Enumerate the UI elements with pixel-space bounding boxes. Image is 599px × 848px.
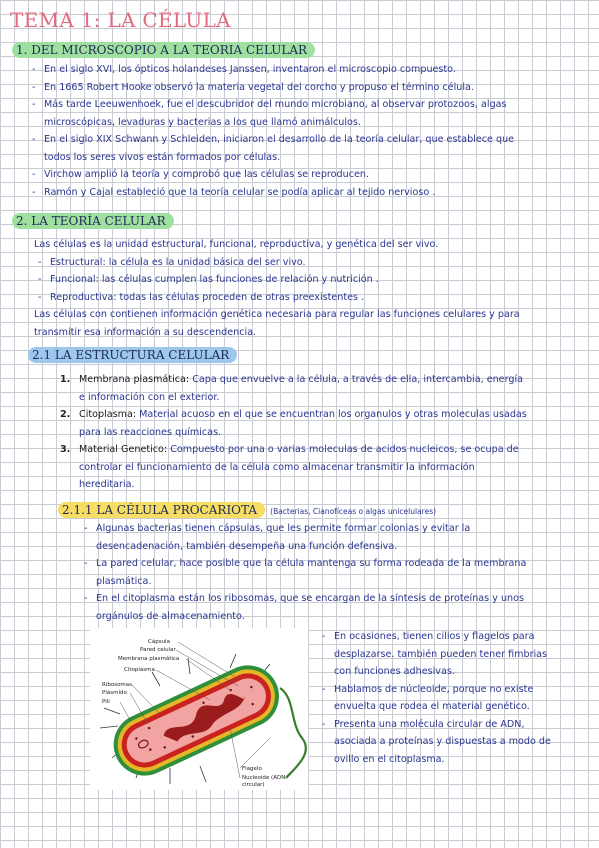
section-2-outro-cont: transmitir esa información a su descendencia.	[34, 326, 257, 338]
section-2-1-1-heading: 2.1.1 LA CÉLULA PROCARIOTA	[58, 502, 265, 518]
term-label: Citoplasma:	[79, 409, 137, 420]
list-item: - Reproductiva: todas las células proceden de otras preexistentes .	[50, 289, 594, 307]
list-item-continuation: todos los seres vivos están formados por células.	[44, 151, 281, 163]
term-description: Compuesto por una o varias moleculas de acidos nucleicos, se ocupa de	[170, 444, 519, 455]
list-item: - La pared celular, hace posible que la célula mantenga su forma rodeada de la membrana	[96, 555, 592, 573]
section-2-1-1-list	[96, 520, 592, 625]
diagram-label: Plásmido	[102, 690, 127, 696]
list-item-continuation: desencadenación, también desempeña una función defensiva.	[96, 540, 398, 552]
section-1-heading: 1. DEL MICROSCOPIO A LA TEORIA CELULAR	[12, 42, 315, 58]
list-item: - En ocasiones, tienen cilios y flagelos para	[334, 628, 596, 646]
term-label: Membrana plasmática:	[79, 374, 190, 385]
list-item: - En el citoplasma están los ribosomas, que se encargan de la síntesis de proteínas y unos	[96, 590, 592, 608]
list-item: - En 1665 Robert Hooke observó la materia vegetal del corcho y propuso el término célula.	[44, 79, 594, 97]
list-item: - En el siglo XIX Schwann y Schleiden, iniciaron el desarrollo de la teoría celular, que establece que	[44, 131, 594, 149]
diagram-label: Citoplasma	[124, 667, 155, 673]
item-number: 1.	[60, 374, 71, 385]
term-description-cont: e información con el exterior.	[79, 391, 220, 403]
list-item-continuation: microscópicas, levaduras y bacterias a los que llamó animálculos.	[44, 116, 361, 128]
section-2-1-list	[60, 371, 590, 494]
section-2-1-1-note: (Bacterias, Cianofíceas o algas unicelulares)	[270, 507, 437, 516]
section-2-body	[34, 236, 594, 341]
section-2-1-heading: 2.1 LA ESTRUCTURA CELULAR	[28, 347, 237, 363]
list-item: - Más tarde Leeuwenhoek, fue el descubridor del mundo microbiano, al observar protozoos, algas	[44, 96, 594, 114]
section-2-1-1-header	[58, 499, 436, 518]
list-item: - Estructural: la célula es la unidad básica del ser vivo.	[50, 254, 594, 272]
list-item-continuation: orgánulos de almacenamiento.	[96, 610, 245, 622]
diagram-label: Flagelo	[242, 766, 262, 772]
section-2-outro: Las células con contienen información genética necesaria para regular las funciones celulares y para	[34, 309, 520, 320]
diagram-label: Pili	[102, 699, 110, 705]
list-item-continuation: desplazarse. también pueden tener fimbrias	[334, 648, 548, 660]
list-item-continuation: asociada a proteínas y dispuestas a modo de	[334, 736, 551, 747]
list-item: - Hablamos de núcleoide, porque no existe	[334, 681, 596, 699]
list-item: - Presenta una molécula circular de ADN,	[334, 716, 596, 734]
term-description: Capa que envuelve a la célula, a través de ella, intercambia, energía	[192, 374, 523, 385]
diagram-label: Nucleoide (ADN	[242, 775, 286, 781]
term-description-cont: para las reacciones químicas.	[79, 426, 222, 438]
list-item: - Algunas bacterias tienen cápsulas, que les permite formar colonias y evitar la	[96, 520, 592, 538]
list-item-continuation: plasmática.	[96, 575, 152, 587]
list-item: - En el siglo XVI, los ópticos holandeses Janssen, inventaron el microscopio compuesto.	[44, 61, 594, 79]
diagram-label: Ribosomas	[102, 682, 133, 688]
list-item-continuation: ovillo en el citoplasma.	[334, 753, 445, 765]
flagellum-shape	[280, 688, 306, 778]
item-number: 2.	[60, 409, 71, 420]
section-2-1-1-right-list	[334, 628, 596, 768]
list-item: - Ramón y Cajal estableció que la teoría celular se podía aplicar al tejido nervioso .	[44, 184, 594, 202]
list-item: - Virchow amplió la teoría y comprobó que las células se reproducen.	[44, 166, 594, 184]
prokaryotic-cell-illustration	[90, 628, 308, 790]
item-number: 3.	[60, 444, 71, 455]
section-1-list	[44, 61, 594, 201]
page-title: TEMA 1: LA CÉLULA	[10, 8, 231, 32]
diagram-label: Membrana plasmática	[118, 656, 180, 662]
term-label: Material Genetico:	[79, 444, 168, 455]
term-description: Material acuoso en el que se encuentran los organulos y otras moleculas usadas	[139, 409, 527, 420]
list-item-continuation: envuelta que rodea el material genético.	[334, 701, 530, 712]
list-item: - Funcional: las células cumplen las funciones de relación y nutrición .	[50, 271, 594, 289]
diagram-label: circular)	[242, 782, 265, 788]
list-item-continuation: con funciones adhesivas.	[334, 666, 455, 677]
section-2-heading: 2. LA TEORÍA CELULAR	[12, 213, 174, 229]
diagram-label: Cápsula	[148, 639, 170, 645]
term-description-cont: hereditaria.	[79, 479, 135, 490]
diagram-label: Pared celular	[140, 647, 176, 653]
term-description-cont: controlar el funcionamiento de la célula como almacenar transmitir la información	[79, 461, 475, 473]
section-2-intro: Las células es la unidad estructural, funcional, reproductiva, y genética del ser vivo.	[34, 239, 439, 250]
prokaryotic-cell-diagram	[90, 628, 308, 790]
